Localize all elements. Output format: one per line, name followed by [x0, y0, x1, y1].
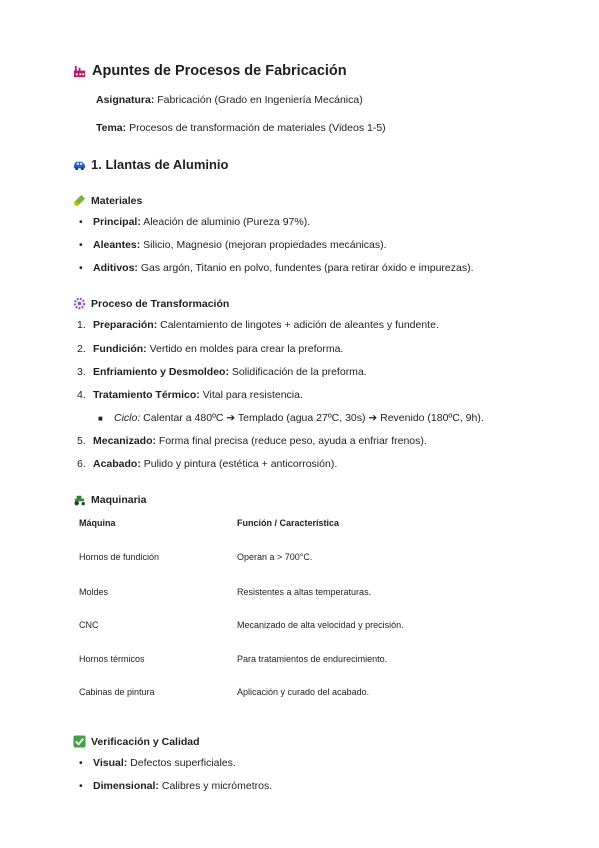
step-text: Vertido en moldes para crear la preforma. [146, 343, 344, 355]
table-cell: Para tratamientos de endurecimiento. [237, 654, 388, 664]
table-cell: Cabinas de pintura [79, 687, 155, 697]
car-icon [73, 158, 86, 171]
step-text: Forma final precisa (reduce peso, ayuda a enfriar frenos). [156, 435, 427, 447]
test-tube-icon [73, 194, 86, 207]
gear-icon [73, 297, 86, 310]
table-cell: CNC [79, 620, 99, 630]
step-number: 5. [77, 435, 86, 447]
table-cell: Resistentes a altas temperaturas. [237, 587, 372, 597]
table-header-cell: Máquina [79, 518, 116, 528]
proceso-heading [73, 297, 229, 310]
list-item [77, 389, 303, 401]
materiales-heading-text: Materiales [91, 194, 143, 207]
sub-list-item: ■ Ciclo: Calentar a 480ºC ➔ Templado (agua 27ºC, 30s) ➔ Revenido (180ºC, 9h). [98, 412, 484, 424]
step-label: Tratamiento Térmico: [93, 389, 200, 401]
list-item: • Dimensional: Calibres y micrómetros. [79, 780, 273, 792]
check-box-icon [73, 735, 86, 748]
sub-item-text: Calentar a 480ºC ➔ Templado (agua 27ºC, 30s) ➔ Revenido (180ºC, 9h). [140, 412, 484, 424]
verificacion-heading-text: Verificación y Calidad [91, 735, 200, 748]
verificacion-heading [73, 735, 200, 748]
list-item-text: Calibres y micrómetros. [158, 780, 273, 792]
tractor-icon [73, 493, 86, 506]
maquinaria-heading [73, 493, 146, 506]
step-number: 4. [77, 389, 86, 401]
list-item [77, 366, 367, 378]
meta-asignatura-label: Asignatura: [96, 94, 155, 106]
maquinaria-heading-text: Maquinaria [91, 493, 147, 506]
list-item: • Principal: Aleación de aluminio (Pureza 97%). [79, 216, 311, 228]
step-text: Calentamiento de lingotes + adición de aleantes y fundente. [157, 319, 439, 331]
list-item: • Aleantes: Silicio, Magnesio (mejoran propiedades mecánicas). [79, 239, 387, 251]
sub-item-label: Ciclo: [114, 412, 141, 424]
section-heading [73, 157, 228, 172]
list-item-label: Aditivos: [93, 262, 138, 274]
step-number: 1. [77, 319, 86, 331]
meta-asignatura [96, 94, 363, 106]
list-item-text: Defectos superficiales. [127, 757, 236, 769]
list-item-text: Aleación de aluminio (Pureza 97%). [140, 216, 311, 228]
list-item-label: Visual: [93, 757, 128, 769]
list-item [77, 458, 337, 470]
list-item-label: Principal: [93, 216, 141, 228]
factory-icon [73, 65, 86, 78]
meta-tema-label: Tema: [96, 122, 127, 134]
meta-tema-value: Procesos de transformación de materiales (Videos 1-5) [126, 122, 386, 134]
step-label: Preparación: [93, 319, 158, 331]
table-cell: Moldes [79, 587, 109, 597]
list-item: • Visual: Defectos superficiales. [79, 757, 236, 769]
table-cell: Mecanizado de alta velocidad y precisión. [237, 620, 404, 630]
list-item: • Aditivos: Gas argón, Titanio en polvo, fundentes (para retirar óxido e impurezas). [79, 262, 474, 274]
table-cell: Operan a > 700°C. [237, 552, 313, 562]
meta-tema [96, 122, 386, 134]
step-label: Enfriamiento y Desmoldeo: [93, 366, 229, 378]
step-label: Acabado: [93, 458, 141, 470]
table-header-cell: Función / Característica [237, 518, 340, 528]
step-number: 2. [77, 343, 86, 355]
step-label: Mecanizado: [93, 435, 157, 447]
step-text: Vital para resistencia. [199, 389, 303, 401]
list-item [77, 435, 427, 447]
list-item [77, 343, 343, 355]
list-item [77, 319, 439, 331]
page-title-text: Apuntes de Procesos de Fabricación [92, 63, 347, 79]
list-item-label: Aleantes: [93, 239, 141, 251]
step-text: Pulido y pintura (estética + anticorrosión). [140, 458, 338, 470]
list-item-label: Dimensional: [93, 780, 159, 792]
table-cell: Hornos de fundición [79, 552, 160, 562]
step-text: Solidificación de la preforma. [228, 366, 367, 378]
list-item-text: Silicio, Magnesio (mejoran propiedades mecánicas). [140, 239, 387, 251]
table-cell: Aplicación y curado del acabado. [237, 687, 370, 697]
proceso-heading-text: Proceso de Transformación [91, 297, 230, 310]
step-number: 6. [77, 458, 86, 470]
table-cell: Hornos térmicos [79, 654, 145, 664]
materiales-heading [73, 194, 142, 207]
step-number: 3. [77, 366, 86, 378]
meta-asignatura-value: Fabricación (Grado en Ingeniería Mecánica) [154, 94, 363, 106]
section-heading-text: 1. Llantas de Aluminio [91, 157, 229, 172]
page-title [73, 63, 347, 79]
step-label: Fundición: [93, 343, 147, 355]
list-item-text: Gas argón, Titanio en polvo, fundentes (para retirar óxido e impurezas). [137, 262, 474, 274]
